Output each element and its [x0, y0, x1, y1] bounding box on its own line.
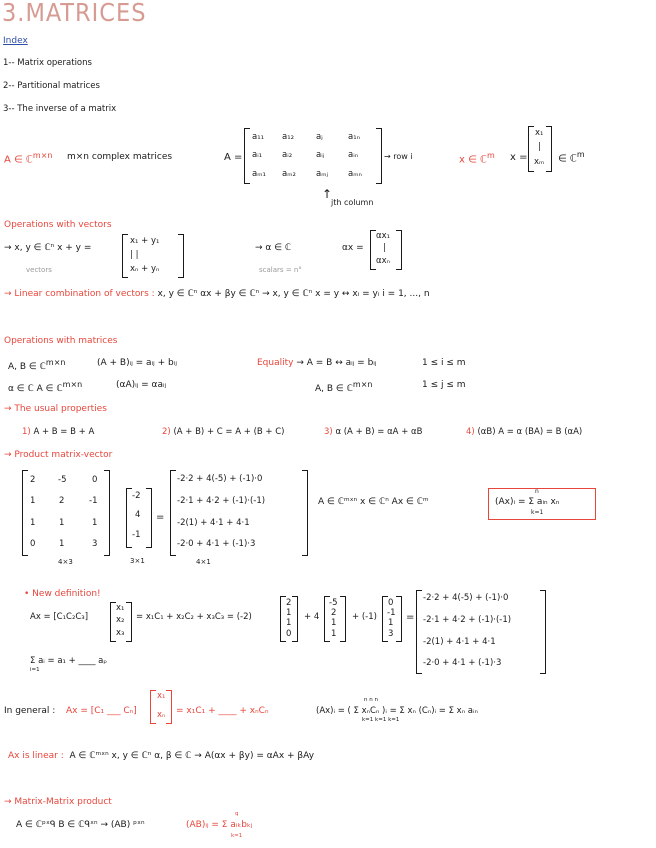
product-result: -2·2 + 4(-5) + (-1)·0 -2·1 + 4·2 + (-1)·(-1) -2(1) + 4·1 + 4·1 -2·0 + 4·1 + (-1)·3 [170, 470, 308, 556]
lincomb: → Linear combination of vectors : x, y ∈ ℂⁿ αx + βy ∈ ℂⁿ → x, y ∈ ℂⁿ x = y ↔ xᵢ = yᵢ i = 1, ..., n [4, 289, 430, 299]
scalar-lhs: → α ∈ ℂ [255, 243, 292, 253]
equality: Equality → A = B ↔ aᵢⱼ = bᵢⱼ [257, 358, 377, 368]
sum-note: Σ aᵢ = a₁ + ____ aₚ [30, 656, 108, 666]
AB-space: A, B ∈ ℂ$^{m\times n}$ [315, 380, 373, 394]
sum-note-sub: i=1 [30, 667, 40, 673]
general-rest: = x₁C₁ + ____ + xₙCₙ [176, 706, 269, 716]
vector-sum: x₁ + y₁ | | xₙ + yₙ [122, 234, 184, 278]
general-red: Ax = [C₁ ___ Cₙ] [66, 706, 137, 716]
linear-line: Ax is linear : A ∈ ℂᵐˣⁿ x, y ∈ ℂⁿ α, β ∈ ℂ → A(αx + βy) = αAx + βAy [8, 751, 315, 761]
vectors-heading: Operations with vectors [4, 220, 112, 230]
result-dim: 4×1 [196, 558, 211, 566]
vector-scaled: αx₁ | αxₙ [370, 230, 402, 270]
general-label: In general : [4, 706, 56, 716]
index-link[interactable]: Index [3, 36, 28, 46]
mm-text: A ∈ ℂᵖˣᑫ B ∈ ℂᑫˣⁿ → (AB) ᵖˣⁿ [16, 820, 145, 830]
general-formula: (Ax)ᵢ = ( Σ xₙCₙ )ᵢ = Σ xₙ (Cₙ)ᵢ = Σ xₙ aᵢₙ [316, 706, 478, 716]
space-desc: m×n complex matrices [67, 152, 173, 162]
mm-heading: → Matrix-Matrix product [4, 797, 112, 807]
plus-4: + 4 [304, 612, 320, 622]
vectors-note: vectors [26, 266, 52, 274]
range-i: 1 ≤ i ≤ m [422, 358, 466, 368]
newdef-mid: = x₁C₁ + x₂C₂ + x₃C₃ = (-2) [136, 612, 252, 622]
index-item-1: 1-- Matrix operations [3, 58, 92, 68]
matrix-A: a₁₁ a₁₂ aⱼ a₁ₙ aᵢ₁ aᵢ₂ aᵢⱼ aᵢₙ aₘ₁ aₘ₂ aₘⱼ aₘₙ [244, 128, 382, 184]
newdef-result: -2·2 + 4(-5) + (-1)·0 -2·1 + 4·2 + (-1)·(-1) -2(1) + 4·1 + 4·1 -2·0 + 4·1 + (-1)·3 [416, 590, 546, 674]
column-2: -5 2 1 1 [324, 596, 346, 642]
product-vector: -2 4 -1 [126, 488, 152, 548]
prop-3: 3) α (A + B) = αA + αB [324, 427, 423, 437]
scalar-def: (αA)ᵢⱼ = αaᵢⱼ [116, 380, 167, 390]
newdef-eq: = [406, 612, 415, 623]
x-space: x ∈ ℂ$^m$ [459, 151, 495, 166]
general-vector: x₁ xₙ [150, 690, 172, 724]
range-j: 1 ≤ j ≤ m [422, 380, 466, 390]
A-label: A = [224, 152, 243, 163]
mm-formula-top: q [235, 811, 239, 817]
product-boxed-formula: n (Ax)ᵢ = Σ aᵢₙ xₙ k=1 [488, 488, 596, 520]
prop-2: 2) (A + B) + C = A + (B + C) [162, 427, 285, 437]
newdef-heading: • New definition! [24, 589, 101, 599]
scalar-x: αx = [342, 243, 364, 253]
product-heading: → Product matrix-vector [4, 450, 113, 460]
index-item-3: 3-- The inverse of a matrix [3, 104, 117, 114]
vector-sum-lhs: → x, y ∈ ℂⁿ x + y = [4, 243, 92, 253]
newdef-lhs: Ax = [C₁C₂C₃] [30, 612, 89, 622]
vector-dim: 3×1 [130, 557, 145, 565]
mm-formula-bot: k=1 [231, 833, 243, 839]
column-3: 0 -1 1 3 [382, 596, 402, 642]
x-space-after: ∈ ℂ$^m$ [558, 150, 585, 165]
newdef-vector: x₁ x₂ x₃ [110, 602, 132, 642]
sum-def: (A + B)ᵢⱼ = aᵢⱼ + bᵢⱼ [97, 358, 177, 368]
col-note: jth column [331, 198, 374, 207]
prop-4: 4) (αB) A = α (BA) = B (αA) [466, 427, 583, 437]
page-title: 3.MATRICES [2, 0, 147, 27]
plus-minus-1: + (-1) [352, 612, 377, 622]
index-item-2: 2-- Partitional matrices [3, 81, 100, 91]
mm-formula: (AB)ᵢⱼ = Σ aᵢₖbₖⱼ [186, 820, 253, 830]
space-def: A ∈ ℂ$^{m\times n}$ [4, 151, 53, 166]
column-1: 2 1 1 0 [280, 596, 298, 642]
col-arrow: ↑ [322, 187, 333, 201]
product-eq: = [156, 512, 165, 523]
matrices-line2: α ∈ ℂ A ∈ ℂ$^{m\times n}$ [8, 380, 83, 394]
product-spaces: A ∈ ℂᵐˣⁿ x ∈ ℂⁿ Ax ∈ ℂᵐ [318, 497, 429, 507]
prop-1: 1) A + B = B + A [22, 427, 95, 437]
x-label: x = [510, 152, 528, 163]
general-formula-bot: k=1 k=1 k=1 [362, 717, 400, 723]
matrices-line1: A, B ∈ ℂ$^{m\times n}$ [8, 358, 66, 372]
matrix-dim: 4×3 [58, 558, 73, 566]
usual-heading: → The usual properties [4, 404, 107, 414]
vector-x: x₁ | xₘ [528, 126, 552, 172]
matrices-heading: Operations with matrices [4, 336, 118, 346]
product-matrix: 2 -5 0 1 2 -1 1 1 1 0 1 3 [22, 470, 110, 556]
row-note: → row i [384, 152, 413, 161]
scalars-note: scalars = n° [259, 266, 302, 274]
general-formula-top: n n n [364, 697, 378, 703]
